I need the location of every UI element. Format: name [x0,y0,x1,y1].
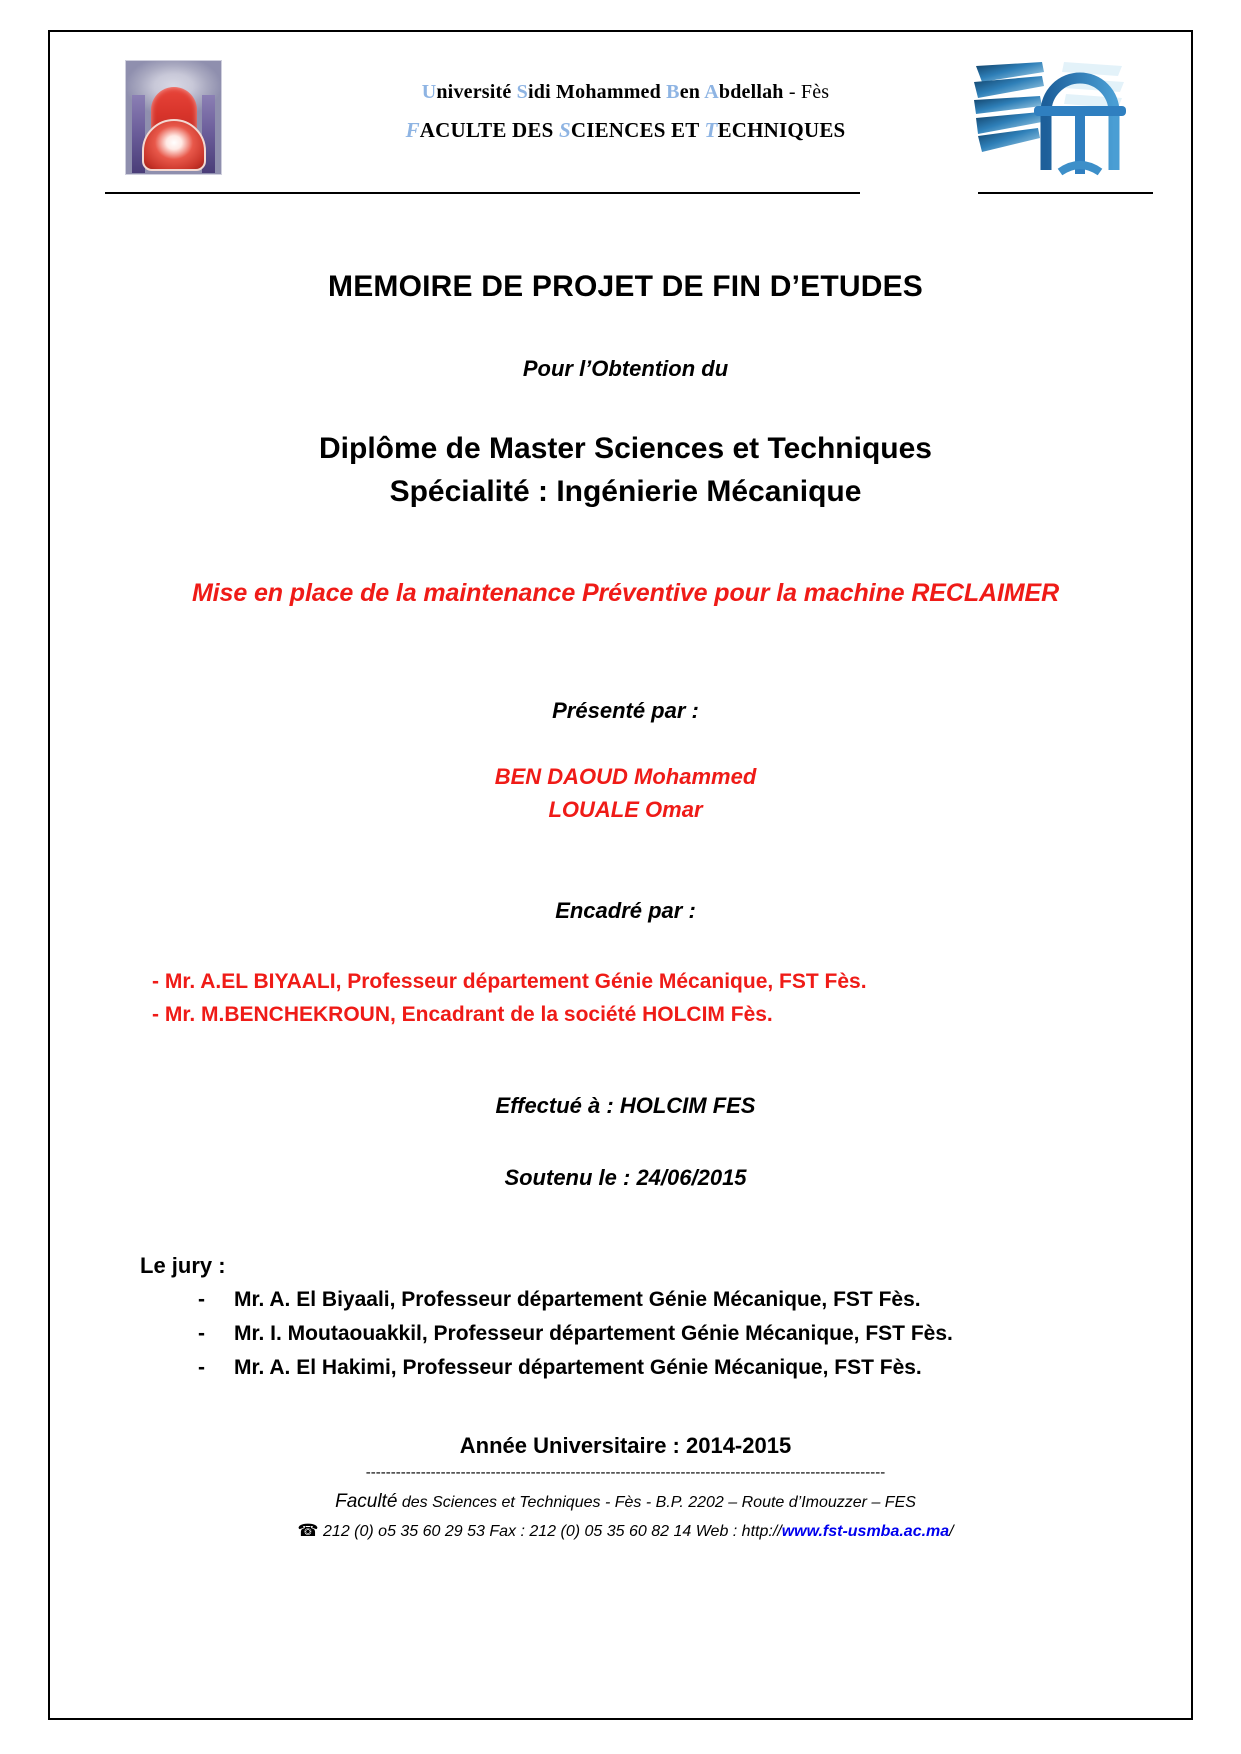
usmba-university-crest-icon [125,60,222,175]
phone-icon: ☎ [297,1521,319,1541]
footer-address [80,1491,1171,1513]
cap-t: T [704,118,718,142]
cap-f: F [405,118,420,142]
faculty-part3: ECHNIQUES [717,118,846,142]
internship-company: Effectué à : HOLCIM FES [495,1093,756,1119]
jury-member-name: Mr. A. El Biyaali, Professeur département Génie Mécanique, FST Fès. [234,1288,921,1312]
header-divider-right [978,192,1153,194]
jury-section [80,1253,1171,1385]
jury-list [140,1283,1171,1385]
document-footer [80,1465,1171,1541]
academic-year: Année Universitaire : 2014-2015 [459,1433,792,1459]
page-content [80,52,1171,1708]
supervised-by-label: Encadré par : [555,898,696,924]
jury-bullet-dash: - [198,1356,205,1380]
author-name: LOUALE Omar [548,797,703,823]
jury-item [198,1283,1171,1317]
jury-bullet-dash: - [198,1322,205,1346]
thesis-subject: Mise en place de la maintenance Préventive pour la machine RECLAIMER [191,579,1060,608]
degree-line-1: Diplôme de Master Sciences et Techniques [319,432,932,465]
degree-line-2: Spécialité : Ingénierie Mécanique [389,474,862,508]
university-city: - Fès [783,81,830,103]
faculty-part1: ACULTE DES [419,118,559,142]
cap-s2: S [558,118,571,142]
page-title: MEMOIRE DE PROJET DE FIN D’ETUDES [328,270,923,303]
subtitle-pour-obtention: Pour l’Obtention du [522,356,729,381]
footer-url-slash: / [949,1523,954,1541]
fst-faculty-logo-icon [968,58,1133,178]
document-page [48,30,1193,1720]
header-institution-text [280,80,971,143]
jury-member-name: Mr. I. Moutaouakkil, Professeur département Génie Mécanique, FST Fès. [234,1322,953,1346]
university-part1: niversité [436,81,517,103]
jury-bullet-dash: - [198,1288,205,1312]
footer-website-link[interactable]: www.fst-usmba.ac.ma [781,1523,950,1541]
document-header [80,52,1171,192]
faculty-line [280,118,971,143]
footer-contact [80,1521,1171,1541]
defense-date: Soutenu le : 24/06/2015 [504,1165,747,1191]
presented-by-label: Présenté par : [552,698,699,724]
university-line [280,80,971,104]
jury-member-name: Mr. A. El Hakimi, Professeur département Génie Mécanique, FST Fès. [234,1356,922,1380]
faculty-part2: CIENCES ET [570,118,705,142]
author-name: BEN DAOUD Mohammed [494,764,757,790]
title-page-body [80,270,1171,1459]
supervisor-item: - Mr. A.EL BIYAALI, Professeur département Génie Mécanique, FST Fès. [152,970,867,994]
university-part4: bdellah [718,81,784,103]
footer-address-rest: des Sciences et Techniques - Fès - B.P. 2202 – Route d’Imouzzer – FES [397,1494,916,1512]
crest-columns [130,95,217,173]
cap-u: U [421,81,437,103]
cap-a: A [704,81,719,103]
supervisor-list [80,966,1171,1031]
degree-block [80,428,1171,513]
jury-item [198,1317,1171,1351]
header-divider-left [105,192,860,194]
footer-phone-fax: 212 (0) o5 35 60 29 53 Fax : 212 (0) 05 35 60 82 14 Web : http:// [318,1523,782,1541]
cap-b: B [666,81,680,103]
supervisor-item: - Mr. M.BENCHEKROUN, Encadrant de la société HOLCIM Fès. [152,1002,773,1026]
author-list [80,760,1171,826]
jury-item [198,1351,1171,1385]
footer-address-faculty: Faculté [335,1491,398,1513]
university-part2: idi Mohammed [528,81,667,103]
footer-divider: -------------------------------------------------------------------------------------------------------- [365,1465,886,1481]
jury-label: Le jury : [140,1253,226,1279]
university-part3: en [679,81,705,103]
cap-s: S [516,81,528,103]
